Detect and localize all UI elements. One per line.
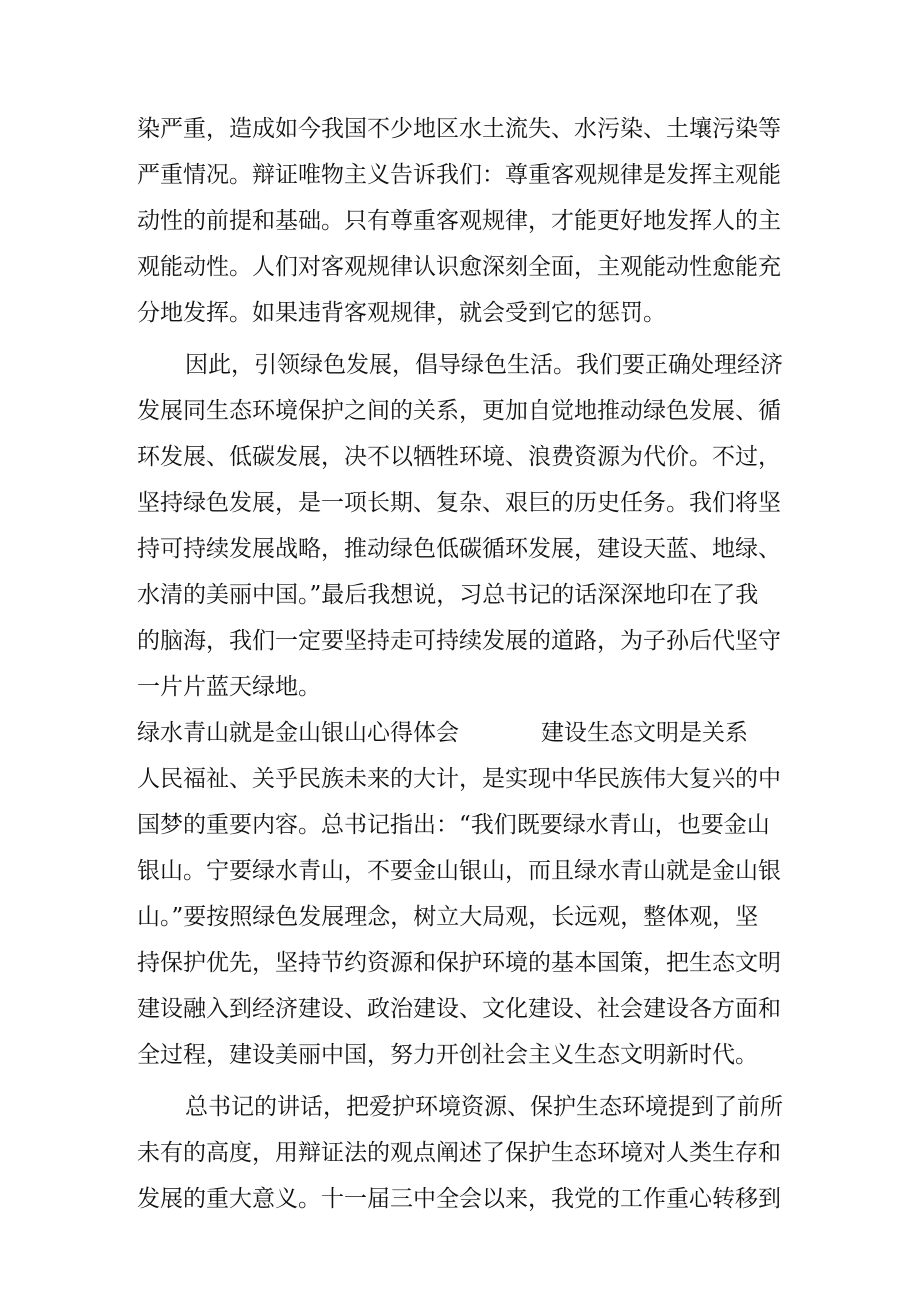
paragraph-2-line-6: 水清的美丽中国。”最后我想说，习总书记的话深深地印在了我 xyxy=(137,582,759,608)
paragraph-3-line-3: 银山。宁要绿水青山，不要金山银山，而且绿水青山就是金山银 xyxy=(137,858,781,884)
paragraph-2-line-3: 环发展、低碳发展，决不以牺牲环境、浪费资源为代价。不过， xyxy=(137,444,781,470)
paragraph-4-line-2: 未有的高度，用辩证法的观点阐述了保护生态环境对人类生存和 xyxy=(137,1140,781,1166)
paragraph-2-line-8: 一片片蓝天绿地。 xyxy=(137,674,321,700)
paragraph-3-line-4: 山。”要按照绿色发展理念，树立大局观，长远观，整体观，坚 xyxy=(137,904,759,930)
paragraph-3-line-1: 人民福祉、关乎民族未来的大计，是实现中华民族伟大复兴的中 xyxy=(137,766,781,792)
section-lead-text: 建设生态文明是关系 xyxy=(541,720,748,746)
paragraph-4-line-1: 总书记的讲话，把爱护环境资源、保护生态环境提到了前所 xyxy=(185,1094,783,1120)
paragraph-3-line-2: 国梦的重要内容。总书记指出：“我们既要绿水青山，也要金山 xyxy=(137,812,770,838)
paragraph-2-line-4: 坚持绿色发展，是一项长期、复杂、艰巨的历史任务。我们将坚 xyxy=(137,490,781,516)
paragraph-3-line-5: 持保护优先，坚持节约资源和保护环境的基本国策，把生态文明 xyxy=(137,950,781,976)
paragraph-1-line-1: 染严重，造成如今我国不少地区水土流失、水污染、土壤污染等 xyxy=(137,116,781,142)
body-text xyxy=(137,106,797,1222)
paragraph-3-line-6: 建设融入到经济建设、政治建设、文化建设、社会建设各方面和 xyxy=(137,996,781,1022)
paragraph-1-line-5: 分地发挥。如果违背客观规律，就会受到它的惩罚。 xyxy=(137,300,666,326)
paragraph-2-line-5: 持可持续发展战略，推动绿色低碳循环发展，建设天蓝、地绿、 xyxy=(137,536,781,562)
paragraph-1-line-4: 观能动性。人们对客观规律认识愈深刻全面，主观能动性愈能充 xyxy=(137,254,781,280)
paragraph-1-line-3: 动性的前提和基础。只有尊重客观规律，才能更好地发挥人的主 xyxy=(137,208,781,234)
section-heading xyxy=(137,710,797,756)
paragraph-3-line-7: 全过程，建设美丽中国，努力开创社会主义生态文明新时代。 xyxy=(137,1042,758,1068)
section-title: 绿水青山就是金山银山心得体会 xyxy=(137,720,459,746)
paragraph-2-line-2: 发展同生态环境保护之间的关系，更加自觉地推动绿色发展、循 xyxy=(137,398,781,424)
paragraph-2-line-7: 的脑海，我们一定要坚持走可持续发展的道路，为子孙后代坚守 xyxy=(137,628,781,654)
paragraph-1-line-2: 严重情况。辩证唯物主义告诉我们：尊重客观规律是发挥主观能 xyxy=(137,162,781,188)
paragraph-4-line-3: 发展的重大意义。十一届三中全会以来，我党的工作重心转移到 xyxy=(137,1186,781,1212)
paragraph-2-line-1: 因此，引领绿色发展，倡导绿色生活。我们要正确处理经济 xyxy=(185,352,783,378)
